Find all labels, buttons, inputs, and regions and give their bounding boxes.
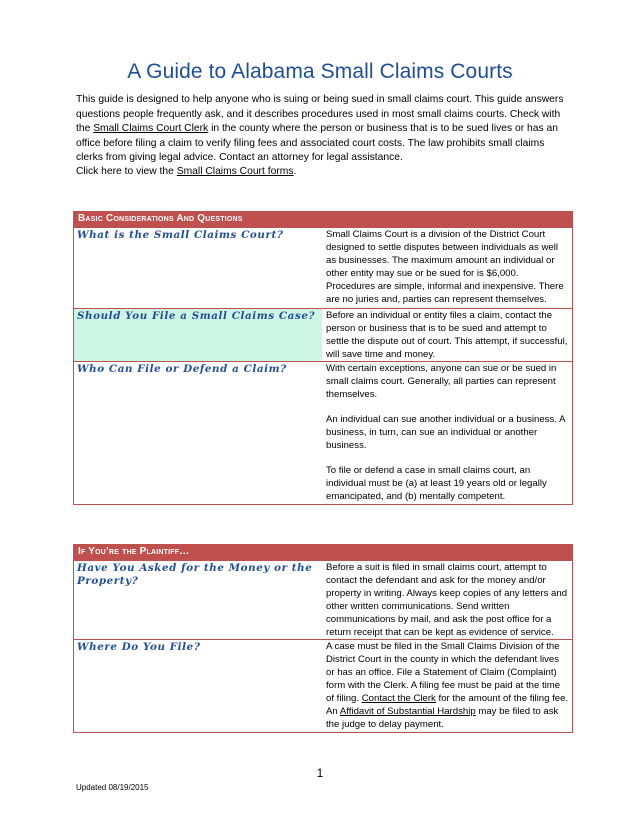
- intro-paragraph: [76, 93, 566, 166]
- row-answer: Before a suit is filed in small claims court, attempt to contact the defendant and ask for the money and/or property in writing. Always keep copies of any letters and other written communications. Send written communications by mail, and ask the post office for a return receipt that can be kept as evidence of service.: [326, 562, 568, 638]
- forms-suffix: .: [293, 166, 297, 177]
- section-plaintiff: [73, 544, 573, 733]
- row-question: Who Can File or Defend a Claim?: [77, 363, 287, 375]
- answer-paragraph: An individual can sue another individual or a business. A business, in turn, can sue an individual or another business.: [326, 414, 565, 451]
- intro-text-2: in the county where the person or business that is to be sued lives or has an office before filing a claim to verify filing fees and associated court costs. The law prohibits small claims clerks from giving legal advice. Contact an attorney for legal assistance.: [76, 123, 558, 164]
- table-row: [74, 308, 572, 361]
- answer-paragraph: With certain exceptions, anyone can sue or be sued in small claims court. Generally, all parties can represent themselves.: [326, 363, 557, 400]
- table-row: [74, 227, 572, 308]
- answer-text-2: for the amount of the filing fee. An: [326, 693, 569, 717]
- table-row: [74, 361, 572, 504]
- table-row: [74, 560, 572, 639]
- answer-text-3: may be filed to ask the judge to delay payment.: [326, 706, 559, 730]
- row-answer: [322, 640, 572, 732]
- contact-clerk-link[interactable]: Contact the Clerk: [361, 693, 436, 704]
- row-question: Have You Asked for the Money or the Property?: [77, 562, 313, 587]
- page-number: 1: [316, 766, 324, 780]
- forms-line: [76, 166, 296, 177]
- section-basic-considerations: [73, 211, 573, 505]
- page-title: A Guide to Alabama Small Claims Courts: [127, 60, 513, 83]
- updated-date: Updated 08/19/2015: [76, 783, 149, 792]
- intro-text-1: This guide is designed to help anyone who is suing or being sued in small claims court. This guide answers questions people frequently ask, and it describes procedures used in most small claims courts. Check with the: [76, 94, 564, 135]
- row-question: Where Do You File?: [77, 641, 201, 653]
- affidavit-hardship-link[interactable]: Affidavit of Substantial Hardship: [339, 706, 476, 717]
- section-heading: If You’re the Plaintiff…: [74, 544, 572, 560]
- row-answer: [322, 362, 572, 504]
- row-answer: Before an individual or entity files a claim, contact the person or business that is to be sued and attempt to settle the dispute out of court. This attempt, if successful, will save time and money.: [326, 310, 568, 360]
- answer-paragraph: To file or defend a case in small claims court, an individual must be (a) at least 19 years old or legally emancipated, and (b) mentally competent.: [326, 465, 547, 502]
- small-claims-forms-link[interactable]: Small Claims Court forms: [176, 166, 294, 177]
- row-answer: Small Claims Court is a division of the District Court designed to settle disputes between individuals as well as businesses. The maximum amount an individual or other entity may sue or be sued for is $6,000. Procedures are simple, informal and inexpensive. There are no juries and, parties can represent themselves.: [326, 229, 564, 305]
- row-question: Should You File a Small Claims Case?: [74, 309, 322, 361]
- forms-prefix: Click here to view the: [76, 166, 177, 177]
- table-row: [74, 639, 572, 732]
- section-heading: Basic Considerations And Questions: [74, 211, 572, 227]
- small-claims-clerk-link[interactable]: Small Claims Court Clerk: [93, 123, 209, 135]
- answer-text-1: A case must be filed in the Small Claims Division of the District Court in the county in which the defendant lives or has an office. File a Statement of Claim (Complaint) form with the Clerk. A filing fee must be paid at the time of filing.: [326, 641, 561, 704]
- row-question: What is the Small Claims Court?: [77, 229, 284, 241]
